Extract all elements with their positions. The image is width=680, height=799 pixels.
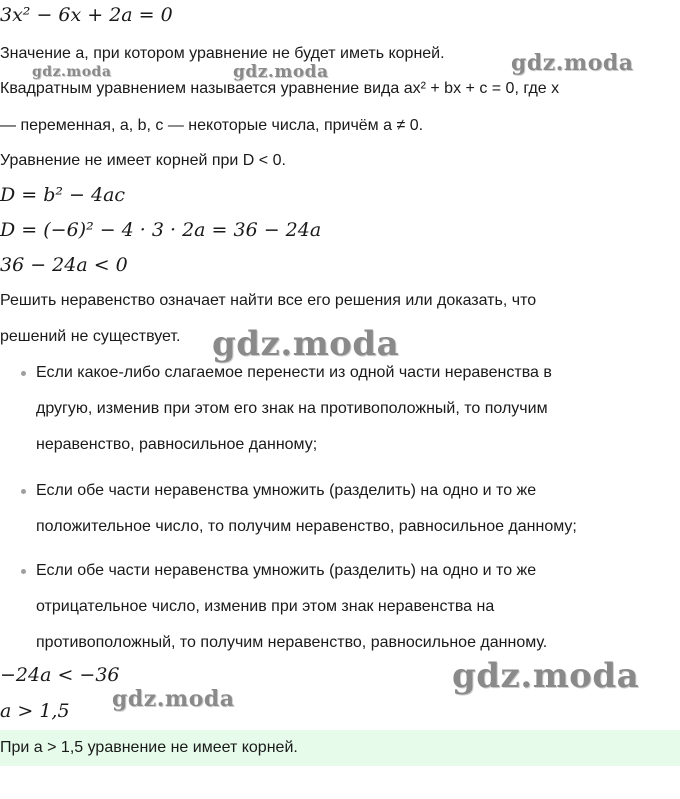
equation-main: 3x² − 6x + 2a = 0: [0, 4, 173, 26]
bullet-1-line-1: Если какое-либо слагаемое перенести из одной части неравенства в: [36, 364, 552, 381]
watermark: gdz.moda: [233, 62, 329, 82]
paragraph-solve-2: решений не существует.: [0, 328, 181, 345]
equation-discriminant-calc: D = (−6)² − 4 · 3 · 2a = 36 − 24a: [0, 219, 322, 241]
bullet-icon: [21, 371, 26, 376]
equation-inequality-2: −24a < −36: [0, 664, 120, 686]
equation-discriminant: D = b² − 4ac: [0, 184, 126, 206]
bullet-3-line-2: отрицательное число, изменив при этом знак неравенства на: [36, 598, 495, 615]
answer-text: При a > 1,5 уравнение не имеет корней.: [0, 739, 298, 756]
bullet-icon: [21, 489, 26, 494]
watermark: gdz.moda: [511, 50, 634, 76]
answer-block: [0, 730, 680, 766]
equation-inequality: 36 − 24a < 0: [0, 254, 128, 276]
paragraph-definition-2: — переменная, a, b, c — некоторые числа, причём a ≠ 0.: [0, 117, 424, 134]
bullet-1-line-3: неравенство, равносильное данному;: [36, 436, 318, 453]
bullet-3-line-1: Если обе части неравенства умножить (разделить) на одно и то же: [36, 562, 537, 579]
watermark: gdz.moda: [212, 324, 400, 364]
bullet-2-line-2: положительное число, то получим неравенство, равносильное данному;: [36, 518, 577, 535]
watermark: gdz.moda: [452, 656, 640, 696]
paragraph-no-roots: Уравнение не имеет корней при D < 0.: [0, 152, 286, 169]
bullet-2-line-1: Если обе части неравенства умножить (разделить) на одно и то же: [36, 482, 537, 499]
bullet-3-line-3: противоположный, то получим неравенство, равносильное данному.: [36, 634, 548, 651]
bullet-1-line-2: другую, изменив при этом его знак на противоположный, то получим: [36, 400, 548, 417]
watermark: gdz.moda: [32, 64, 112, 80]
bullet-icon: [21, 569, 26, 574]
equation-result: a > 1,5: [0, 700, 70, 722]
watermark: gdz.moda: [112, 686, 235, 712]
paragraph-value: Значение a, при котором уравнение не будет иметь корней.: [0, 45, 445, 62]
paragraph-definition-1: Квадратным уравнением называется уравнение вида ax² + bx + c = 0, где x: [0, 80, 560, 97]
paragraph-solve-1: Решить неравенство означает найти все его решения или доказать, что: [0, 292, 537, 309]
